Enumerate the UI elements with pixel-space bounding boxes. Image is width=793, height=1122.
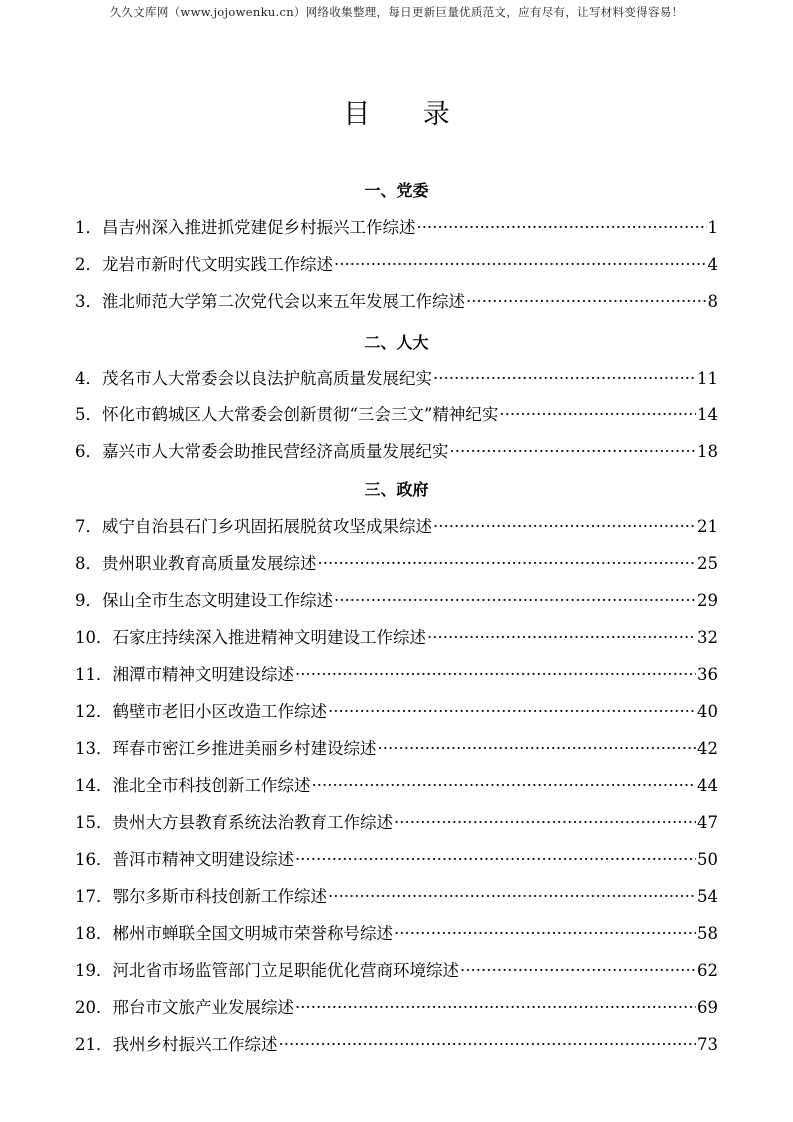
toc-entry[interactable] xyxy=(75,251,718,275)
dot-leader xyxy=(394,924,696,943)
toc-title: 淮北全市科技创新工作综述 xyxy=(112,776,311,795)
toc-title: 我州乡村振兴工作综述 xyxy=(112,1035,278,1054)
dot-leader xyxy=(312,776,697,795)
toc-entry[interactable] xyxy=(75,920,718,944)
toc-page-number: 42 xyxy=(697,739,718,758)
toc-number: 9． xyxy=(75,591,102,610)
dot-leader xyxy=(295,850,696,869)
toc-title: 贵州职业教育高质量发展综述 xyxy=(102,554,317,573)
dot-leader xyxy=(334,255,707,274)
toc-page-number: 58 xyxy=(697,924,718,943)
dot-leader xyxy=(499,405,696,424)
toc-number: 16． xyxy=(75,850,113,869)
toc-title: 湘潭市精神文明建设综述 xyxy=(112,665,294,684)
toc-page-number: 40 xyxy=(697,702,718,721)
toc-title: 河北省市场监管部门立足职能优化营商环境综述 xyxy=(112,961,459,980)
toc-page-number: 21 xyxy=(697,517,718,536)
dot-leader xyxy=(295,998,696,1017)
toc-number: 14． xyxy=(75,776,113,795)
toc-page-number: 69 xyxy=(697,998,718,1017)
toc-number: 4． xyxy=(75,369,102,388)
toc-title: 威宁自治县石门乡巩固拓展脱贫攻坚成果综述 xyxy=(102,517,432,536)
toc-page-number: 14 xyxy=(697,405,718,424)
toc-title: 石家庄持续深入推进精神文明建设工作综述 xyxy=(112,628,426,647)
toc-number: 21． xyxy=(75,1035,113,1054)
dot-leader xyxy=(295,665,696,684)
toc-page-number: 36 xyxy=(697,665,718,684)
toc-title: 淮北师范大学第二次党代会以来五年发展工作综述 xyxy=(102,292,465,311)
toc-title: 鄂尔多斯市科技创新工作综述 xyxy=(112,887,327,906)
dot-leader xyxy=(427,628,696,647)
toc-number: 1． xyxy=(75,218,102,237)
dot-leader xyxy=(450,442,697,461)
toc-entry[interactable] xyxy=(75,438,718,462)
dot-leader xyxy=(318,554,697,573)
toc-entry[interactable] xyxy=(75,365,718,389)
dot-leader xyxy=(433,517,696,536)
toc-page-number: 50 xyxy=(697,850,718,869)
toc-number: 15． xyxy=(75,813,113,832)
toc-page-number: 47 xyxy=(697,813,718,832)
toc-page-number: 18 xyxy=(697,442,718,461)
dot-leader xyxy=(328,702,696,721)
toc-number: 2． xyxy=(75,255,102,274)
toc-page-number: 73 xyxy=(697,1035,718,1054)
toc-page-number: 8 xyxy=(707,292,718,311)
toc-entry[interactable] xyxy=(75,288,718,312)
site-header-note: 久久文库网（www.jojowenku.cn）网络收集整理，每日更新巨量优质范文，应有尽有，让写材料变得容易！ xyxy=(109,5,684,19)
toc-entry[interactable] xyxy=(75,214,718,238)
toc-number: 10． xyxy=(75,628,113,647)
toc-number: 6． xyxy=(75,442,102,461)
dot-leader xyxy=(378,739,697,758)
toc-number: 18． xyxy=(75,924,113,943)
toc-number: 5． xyxy=(75,405,102,424)
section-heading-npc: 二、人大 xyxy=(364,333,429,352)
toc-entry[interactable] xyxy=(75,513,718,537)
toc-page-number: 44 xyxy=(697,776,718,795)
toc-title: 怀化市鹤城区人大常委会创新贯彻“三会三文”精神纪实 xyxy=(102,405,499,424)
toc-page-number: 62 xyxy=(697,961,718,980)
toc-title: 普洱市精神文明建设综述 xyxy=(112,850,294,869)
toc-number: 19． xyxy=(75,961,113,980)
dot-leader xyxy=(433,369,696,388)
toc-number: 13． xyxy=(75,739,113,758)
dot-leader xyxy=(328,887,696,906)
toc-page-number: 29 xyxy=(697,591,718,610)
toc-number: 20． xyxy=(75,998,113,1017)
toc-page-number: 4 xyxy=(707,255,718,274)
page-title: 目 录 xyxy=(343,99,472,130)
toc-entry[interactable] xyxy=(75,624,718,648)
toc-entry[interactable] xyxy=(75,957,718,981)
toc-page-number: 11 xyxy=(697,369,718,388)
section-heading-government: 三、政府 xyxy=(364,480,429,499)
toc-title: 郴州市蝉联全国文明城市荣誉称号综述 xyxy=(112,924,393,943)
toc-entry[interactable] xyxy=(75,661,718,685)
section-heading-party: 一、党委 xyxy=(364,181,429,200)
toc-title: 昌吉州深入推进抓党建促乡村振兴工作综述 xyxy=(102,218,416,237)
toc-entry[interactable] xyxy=(75,772,718,796)
toc-page-number: 25 xyxy=(697,554,718,573)
toc-number: 11． xyxy=(75,665,113,684)
toc-entry[interactable] xyxy=(75,735,718,759)
toc-number: 7． xyxy=(75,517,102,536)
toc-title: 茂名市人大常委会以良法护航高质量发展纪实 xyxy=(102,369,432,388)
dot-leader xyxy=(279,1035,697,1054)
toc-entry[interactable] xyxy=(75,550,718,574)
toc-entry[interactable] xyxy=(75,698,718,722)
toc-entry[interactable] xyxy=(75,809,718,833)
toc-title: 邢台市文旅产业发展综述 xyxy=(112,998,294,1017)
toc-number: 17． xyxy=(75,887,113,906)
toc-entry[interactable] xyxy=(75,994,718,1018)
toc-entry[interactable] xyxy=(75,401,718,425)
toc-page-number: 32 xyxy=(697,628,718,647)
toc-title: 嘉兴市人大常委会助推民营经济高质量发展纪实 xyxy=(102,442,449,461)
toc-entry[interactable] xyxy=(75,846,718,870)
toc-entry[interactable] xyxy=(75,1031,718,1055)
toc-title: 保山全市生态文明建设工作综述 xyxy=(102,591,333,610)
toc-entry[interactable] xyxy=(75,883,718,907)
dot-leader xyxy=(334,591,696,610)
toc-number: 3． xyxy=(75,292,102,311)
toc-title: 鹤壁市老旧小区改造工作综述 xyxy=(112,702,327,721)
toc-number: 8． xyxy=(75,554,102,573)
dot-leader xyxy=(460,961,696,980)
toc-entry[interactable] xyxy=(75,587,718,611)
toc-page-number: 1 xyxy=(707,218,718,237)
toc-number: 12． xyxy=(75,702,113,721)
toc-page-number: 54 xyxy=(697,887,718,906)
toc-title: 珲春市密江乡推进美丽乡村建设综述 xyxy=(112,739,377,758)
toc-title: 龙岩市新时代文明实践工作综述 xyxy=(102,255,333,274)
dot-leader xyxy=(417,218,707,237)
dot-leader xyxy=(466,292,707,311)
toc-title: 贵州大方县教育系统法治教育工作综述 xyxy=(112,813,393,832)
dot-leader xyxy=(394,813,696,832)
